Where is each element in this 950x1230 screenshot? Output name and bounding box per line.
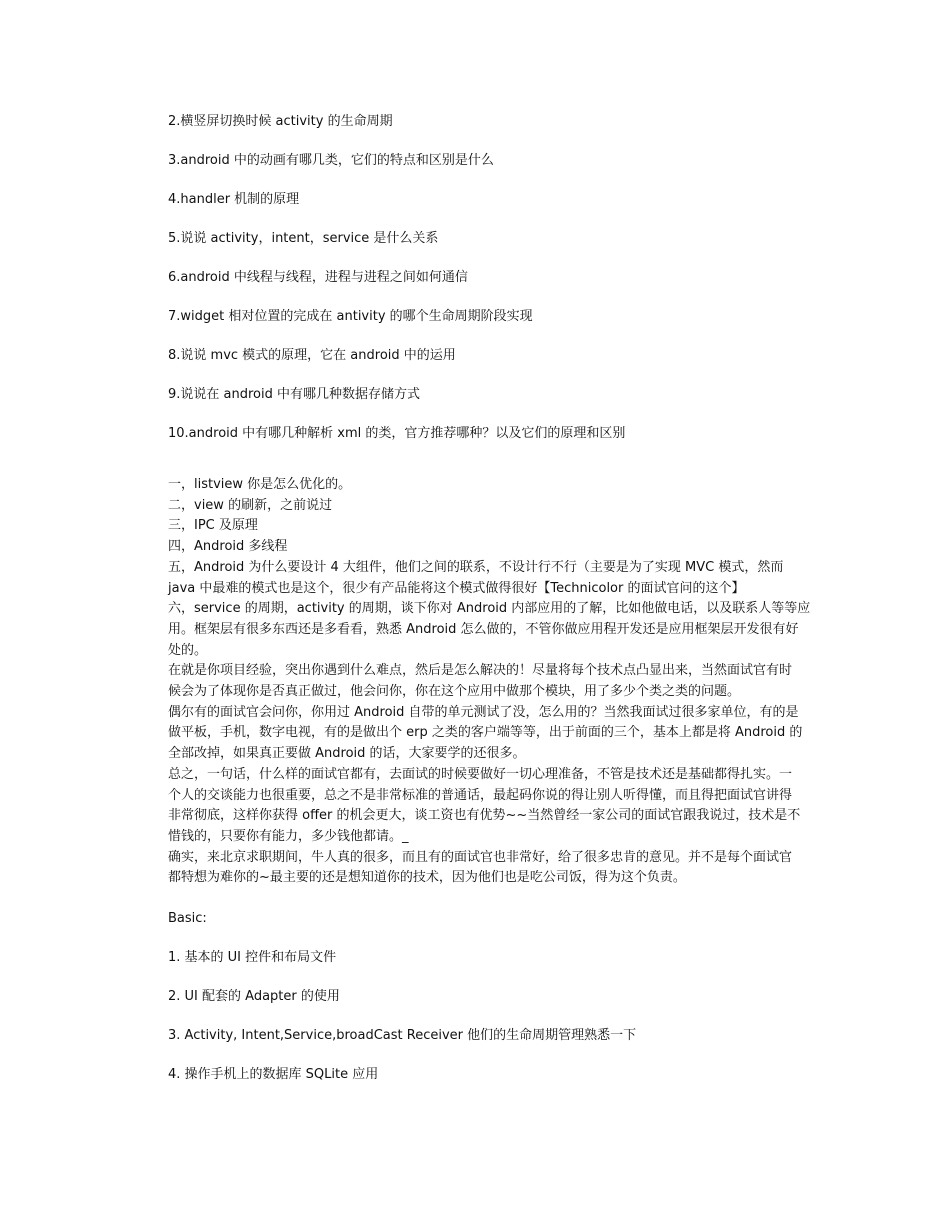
basic-list: [168, 948, 844, 1085]
interview-line: 总之，一句话，什么样的面试官都有，去面试的时候要做好一切心理准备，不管是技术还是基础都得扎实。一: [168, 766, 793, 782]
question-item: 8.说说 mvc 模式的原理，它在 android 中的运用: [168, 348, 456, 363]
basic-item: 2. UI 配套的 Adapter 的使用: [168, 989, 340, 1005]
basic-item: 3. Activity, Intent,Service,broadCast Receiver 他们的生命周期管理熟悉一下: [168, 1028, 637, 1044]
question-item: 4.handler 机制的原理: [168, 192, 300, 207]
interview-line: 处的。: [168, 642, 208, 658]
basic-item: 4. 操作手机上的数据库 SQLite 应用: [168, 1067, 379, 1083]
interview-line: 做平板，手机，数字电视，有的是做出个 erp 之类的客户端等等，出于前面的三个，基本上都是将 Android 的: [168, 725, 803, 741]
basic-heading: Basic:: [168, 911, 207, 927]
question-item: 10.android 中有哪几种解析 xml 的类，官方推荐哪种？以及它们的原理和区别: [168, 426, 626, 441]
interview-line: 候会为了体现你是否真正做过，他会问你，你在这个应用中做那个模块，用了多少个类之类的问题。: [168, 684, 741, 700]
interview-line: 惜钱的，只要你有能力，多少钱他都请。_: [168, 828, 409, 844]
interview-line: 三，IPC 及原理: [168, 518, 258, 534]
interview-line: 全部改掉，如果真正要做 Android 的话，大家要学的还很多。: [168, 746, 526, 762]
question-item: 5.说说 activity，intent，service 是什么关系: [168, 231, 439, 246]
interview-line: 确实，来北京求职期间，牛人真的很多，而且有的面试官也非常好，给了很多忠肯的意见。并不是每个面试官: [168, 849, 793, 865]
interview-line: 偶尔有的面试官会问你，你用过 Android 自带的单元测试了没，怎么用的？当然我面试过很多家单位，有的是: [168, 704, 799, 720]
document-content: [168, 112, 844, 1085]
question-item: 3.android 中的动画有哪几类，它们的特点和区别是什么: [168, 153, 494, 168]
interview-line: 都特想为难你的~最主要的还是想知道你的技术，因为他们也是吃公司饭，得为这个负责。: [168, 870, 686, 886]
interview-line: 在就是你项目经验，突出你遇到什么难点，然后是怎么解决的！尽量将每个技术点凸显出来，当然面试官有时: [168, 663, 793, 679]
question-item: 2.横竖屏切换时候 activity 的生命周期: [168, 114, 393, 129]
interview-line: 二，view 的刷新，之前说过: [168, 497, 333, 513]
question-item: 7.widget 相对位置的完成在 antivity 的哪个生命周期阶段实现: [168, 309, 533, 324]
interview-line: 用。框架层有很多东西还是多看看，熟悉 Android 怎么做的，不管你做应用程开发还是应用框架层开发很有好: [168, 621, 799, 637]
interview-line: 个人的交谈能力也很重要，总之不是非常标准的普通话，最起码你说的得让别人听得懂，而且得把面试官讲得: [168, 787, 793, 803]
interview-line: 五，Android 为什么要设计 4 大组件，他们之间的联系，不设计行不行（主要是为了实现 MVC 模式，然而: [168, 559, 784, 575]
interview-line: 非常彻底，这样你获得 offer 的机会更大，谈工资也有优势~~当然曾经一家公司的面试官跟我说过，技术是不: [168, 808, 801, 824]
interview-line: 六，service 的周期，activity 的周期，谈下你对 Android 内部应用的了解，比如他做电话，以及联系人等等应: [168, 601, 811, 617]
basic-item: 1. 基本的 UI 控件和布局文件: [168, 950, 337, 966]
question-item: 9.说说在 android 中有哪几种数据存储方式: [168, 387, 421, 402]
interview-line: 一，listview 你是怎么优化的。: [168, 477, 352, 492]
question-list: [168, 112, 844, 444]
question-item: 6.android 中线程与线程，进程与进程之间如何通信: [168, 270, 468, 285]
interview-line: 四，Android 多线程: [168, 539, 288, 555]
interview-line: java 中最难的模式也是这个，很少有产品能将这个模式做得很好【Technicolor 的面试官问的这个】: [168, 580, 745, 596]
interview-notes: [168, 475, 844, 889]
